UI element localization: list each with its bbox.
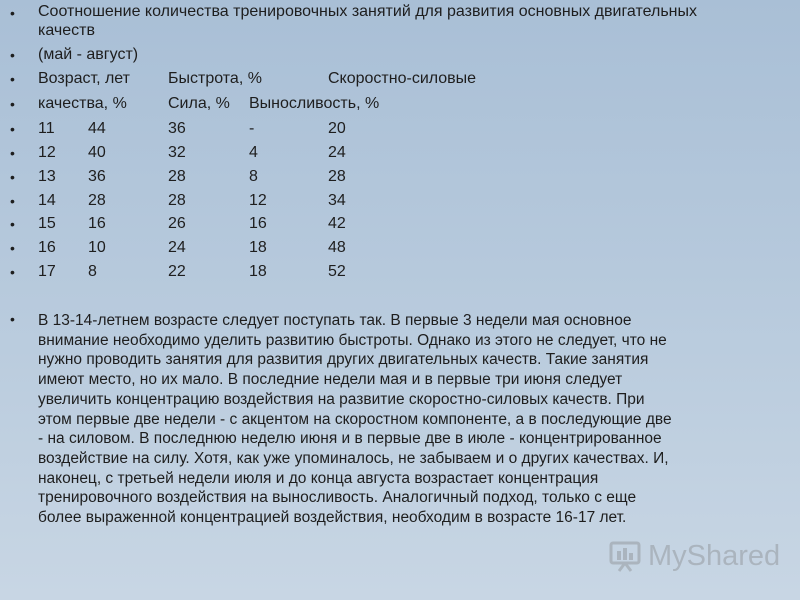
bullet: •: [10, 71, 15, 87]
cell-speed-strength: 32: [168, 144, 186, 161]
paragraph-line: - на силовом. В последнюю неделю июня и в первые две в июле - концентрированное: [38, 430, 662, 448]
paragraph-line: внимание необходимо уделить развитию быстроты. Однако из этого не следует, что не: [38, 331, 667, 349]
paragraph-line: наконец, с третьей недели июля и до конца августа возрастает концентрация: [38, 469, 599, 487]
cell-speed-strength: 28: [168, 192, 186, 209]
title-line-1: Соотношение количества тренировочных занятий для развития основных двигательных: [38, 3, 697, 20]
cell-endurance: 24: [328, 144, 346, 161]
cell-speed: 28: [88, 192, 106, 209]
cell-speed-strength: 26: [168, 215, 186, 232]
cell-speed-strength: 24: [168, 239, 186, 256]
cell-age: 15: [38, 215, 56, 232]
table-row: [0, 190, 800, 212]
title-line-2: качеств: [38, 22, 95, 39]
header-strength: Сила, %: [168, 95, 230, 112]
cell-endurance: 48: [328, 239, 346, 256]
cell-speed: 10: [88, 239, 106, 256]
watermark: [608, 536, 780, 576]
header-speed: Быстрота, %: [168, 70, 262, 87]
table-row: [0, 237, 800, 259]
paragraph-line: нужно проводить занятия для развития других двигательных качеств. Такие занятия: [38, 351, 649, 369]
title-item: [0, 2, 800, 39]
cell-age: 12: [38, 144, 56, 161]
bullet: •: [10, 47, 15, 63]
paragraph-text: [38, 311, 788, 528]
cell-strength: 18: [249, 263, 267, 280]
cell-speed-strength: 22: [168, 263, 186, 280]
cell-strength: 18: [249, 239, 267, 256]
cell-age: 14: [38, 192, 56, 209]
table-row: [0, 261, 800, 283]
paragraph-line: этом первые две недели - с акцентом на скоростном компоненте, а в последующие две: [38, 410, 672, 428]
cell-speed: 44: [88, 120, 106, 137]
bullet: •: [10, 264, 15, 280]
cell-age: 16: [38, 239, 56, 256]
bullet: •: [10, 311, 15, 327]
bullet: •: [10, 5, 15, 21]
bullet: •: [10, 96, 15, 112]
cell-strength: 4: [249, 144, 258, 161]
cell-endurance: 28: [328, 168, 346, 185]
header-row-2: [0, 93, 800, 115]
cell-strength: -: [249, 120, 255, 137]
table-row: [0, 213, 800, 235]
bullet: •: [10, 193, 15, 209]
cell-strength: 16: [249, 215, 267, 232]
header-age: Возраст, лет: [38, 70, 130, 87]
bullet: •: [10, 169, 15, 185]
cell-endurance: 20: [328, 120, 346, 137]
bullet: •: [10, 240, 15, 256]
bullet: •: [10, 121, 15, 137]
paragraph-line: тренировочного воздействия на выносливость. Аналогичный подход, только с еще: [38, 489, 637, 507]
cell-endurance: 42: [328, 215, 346, 232]
bullet: •: [10, 216, 15, 232]
cell-endurance: 34: [328, 192, 346, 209]
header-row-1: [0, 68, 800, 90]
cell-endurance: 52: [328, 263, 346, 280]
table-row: [0, 142, 800, 164]
cell-speed: 36: [88, 168, 106, 185]
period-text: (май - август): [38, 46, 139, 63]
cell-age: 11: [38, 120, 55, 137]
cell-speed-strength: 28: [168, 168, 186, 185]
bullet: •: [10, 145, 15, 161]
presentation-icon: [608, 539, 642, 573]
header-endurance: Выносливость, %: [249, 95, 380, 112]
paragraph-line: более выраженной концентрацией воздействия, необходим в возрасте 16-17 лет.: [38, 509, 627, 527]
header-speed-strength: Скоростно-силовые: [328, 70, 477, 87]
paragraph-line: В 13-14-летнем возрасте следует поступать так. В первые 3 недели мая основное: [38, 312, 632, 329]
cell-speed: 40: [88, 144, 106, 161]
period-item: [0, 44, 800, 66]
table-row: [0, 166, 800, 188]
cell-strength: 8: [249, 168, 258, 185]
cell-strength: 12: [249, 192, 267, 209]
cell-age: 13: [38, 168, 56, 185]
cell-speed-strength: 36: [168, 120, 186, 137]
cell-speed: 16: [88, 215, 106, 232]
cell-speed: 8: [88, 263, 97, 280]
cell-age: 17: [38, 263, 56, 280]
paragraph-line: увеличить концентрацию воздействия на развитие скоростно-силовых качеств. При: [38, 390, 645, 408]
paragraph-line: имеют место, но их мало. В последние недели мая и в первые три июня следует: [38, 371, 623, 389]
header-qualities: качества, %: [38, 95, 127, 112]
paragraph-line: воздействие на силу. Хотя, как уже упоминалось, не забываем и о других качествах. И,: [38, 449, 669, 467]
watermark-text: MyShared: [648, 539, 781, 572]
table-row: [0, 118, 800, 140]
